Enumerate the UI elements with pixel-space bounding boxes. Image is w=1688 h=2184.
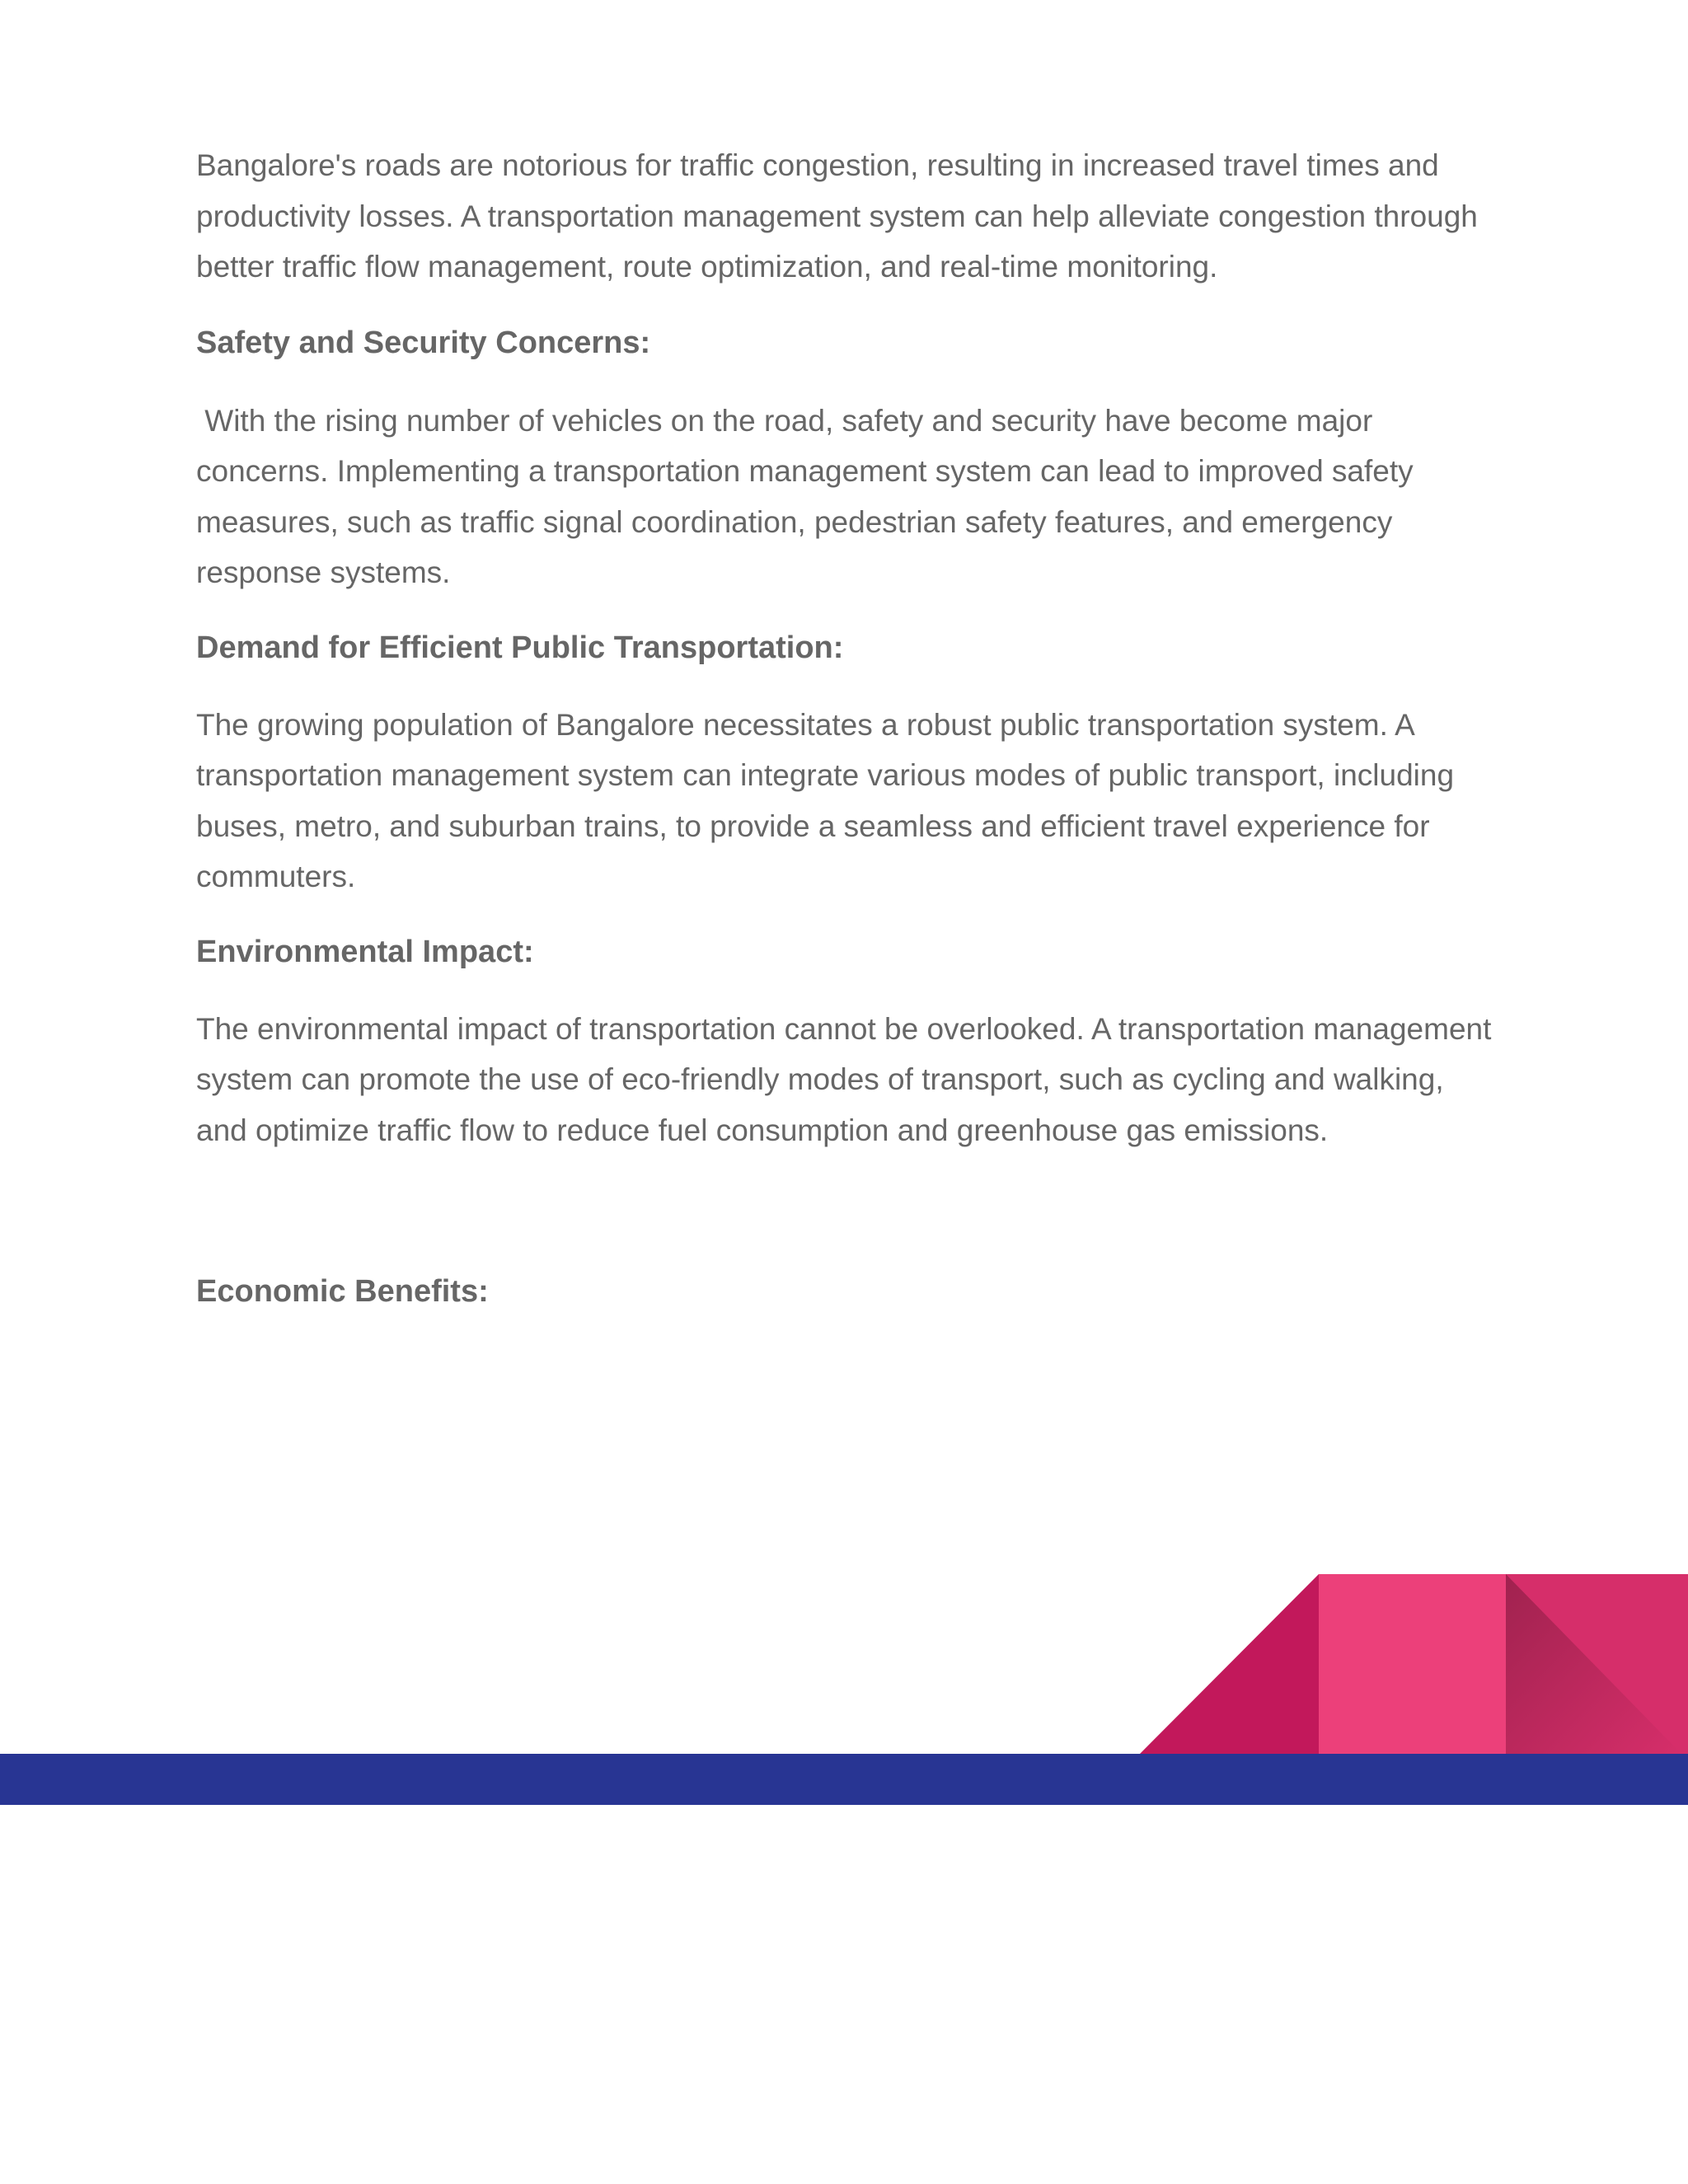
footer-band	[0, 1754, 1688, 1805]
heading-environmental-impact: Environmental Impact:	[196, 934, 534, 969]
footer-decoration-svg	[0, 1570, 1688, 1805]
document-body	[196, 140, 1498, 1312]
footer-decoration	[0, 1570, 1688, 1805]
paragraph-environmental-impact: The environmental impact of transportation cannot be overlooked. A transportation management system can promote the use of eco-friendly modes of transport, such as cycling and walking, and optimize traffic flow to reduce fuel consumption and greenhouse gas emissions.	[196, 1011, 1500, 1147]
heading-economic-benefits: Economic Benefits:	[196, 1274, 489, 1309]
heading-public-transportation: Demand for Efficient Public Transportation:	[196, 630, 844, 665]
paragraph-traffic-congestion: Bangalore's roads are notorious for traffic congestion, resulting in increased travel times and productivity losses. A transportation management system can help alleviate congestion through better traffic flow management, route optimization, and real-time monitoring.	[196, 148, 1487, 284]
heading-safety-security: Safety and Security Concerns:	[196, 325, 651, 360]
paragraph-public-transportation: The growing population of Bangalore necessitates a robust public transportation system. A transportation management system can integrate various modes of public transport, including buses, metro, and suburban trains, to provide a seamless and efficient travel experience for commuters.	[196, 707, 1463, 893]
paragraph-safety-security: With the rising number of vehicles on the road, safety and security have become major concerns. Implementing a transportation management system can lead to improved safety measures, such as traffic signal coordination, pedestrian safety features, and emergency response systems.	[196, 403, 1422, 589]
footer-triangle-dark	[1140, 1574, 1319, 1754]
footer-square-pink	[1319, 1574, 1506, 1754]
